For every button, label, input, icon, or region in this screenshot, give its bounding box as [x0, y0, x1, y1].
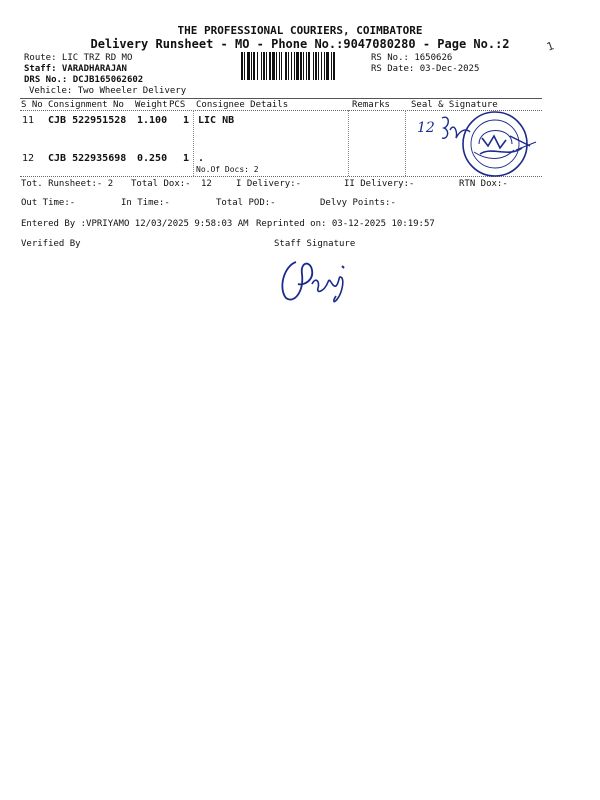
in-time: In Time:-: [121, 198, 170, 208]
barcode-bar: [313, 52, 314, 80]
barcode-bar: [241, 52, 243, 80]
barcode-bar: [257, 52, 258, 80]
col-sep-seal: [405, 110, 406, 176]
staff-signature-label: Staff Signature: [274, 239, 356, 249]
barcode-bar: [318, 52, 319, 80]
col-sep-remarks: [348, 110, 349, 176]
tot-runsheet: Tot. Runsheet:- 2: [21, 179, 114, 189]
row-consignee: .: [198, 153, 205, 164]
rs-number: RS No.: 1650626: [371, 53, 453, 63]
barcode-bar: [276, 52, 277, 80]
col-sno: S No: [21, 100, 43, 110]
col-consignee: Consignee Details: [196, 100, 289, 110]
row-consignment: CJB 522951528: [48, 115, 127, 126]
company-title: THE PROFESSIONAL COURIERS, COIMBATORE: [177, 24, 423, 37]
barcode-bar: [294, 52, 295, 80]
ii-delivery: II Delivery:-: [344, 179, 415, 189]
row-weight: 1.100: [137, 115, 168, 126]
barcode-bar: [315, 52, 317, 80]
drs-number: DRS No.: DCJB165062602: [24, 75, 144, 85]
runsheet-subtitle: Delivery Runsheet - MO - Phone No.:9047080280 - Page No.:2: [90, 37, 510, 51]
barcode-bar: [269, 52, 271, 80]
row-sno: 12: [22, 153, 35, 164]
barcode-bar: [263, 52, 265, 80]
entered-by: Entered By :VPRIYAMO 12/03/2025 9:58:03 AM: [21, 219, 249, 229]
barcode-bar: [285, 52, 287, 80]
barcode-bar: [261, 52, 262, 80]
barcode-bar: [321, 52, 322, 80]
barcode-bar: [291, 52, 292, 80]
barcode-bar: [308, 52, 310, 80]
verified-by: Verified By: [21, 239, 81, 249]
total-dox-value: 12: [201, 179, 212, 189]
row-weight: 0.250: [137, 153, 168, 164]
barcode-bar: [288, 52, 289, 80]
route-text: Route: LIC TRZ RD MO: [24, 53, 133, 63]
barcode-bar: [333, 52, 335, 80]
barcode-bar: [279, 52, 280, 80]
out-time: Out Time:-: [21, 198, 76, 208]
handwritten-row-mark: 12: [417, 120, 435, 136]
row-consignment: CJB 522935698: [48, 153, 127, 164]
barcode-bar: [326, 52, 329, 80]
total-dox-label: Total Dox:-: [131, 179, 191, 189]
col-pcs: PCS: [169, 100, 186, 110]
barcode-bar: [331, 52, 332, 80]
barcode-bar: [251, 52, 252, 80]
staff-text: Staff: VARADHARAJAN: [24, 64, 127, 74]
barcode-bar: [247, 52, 250, 80]
table-top-rule: [20, 98, 542, 99]
col-remarks: Remarks: [352, 100, 390, 110]
row-consignee: LIC NB: [198, 115, 235, 126]
rtn-dox: RTN Dox:-: [459, 179, 508, 189]
row-sno: 11: [22, 115, 35, 126]
barcode-bar: [296, 52, 299, 80]
barcode-bar: [306, 52, 307, 80]
barcode: [241, 52, 367, 80]
row-pcs: 1: [183, 115, 190, 126]
barcode-bar: [272, 52, 275, 80]
rs-date: RS Date: 03-Dec-2025: [371, 64, 480, 74]
row-docs-count: No.Of Docs: 2: [196, 165, 259, 174]
col-consignment: Consignment No: [48, 100, 124, 110]
col-weight: Weight: [135, 100, 168, 110]
reprinted-on: Reprinted on: 03-12-2025 10:19:57: [256, 219, 435, 229]
col-seal-signature: Seal & Signature: [411, 100, 498, 110]
staff-signature-icon: [276, 252, 358, 308]
i-delivery: I Delivery:-: [236, 179, 302, 189]
corner-mark: 1: [544, 39, 556, 54]
company-stamp-icon: [452, 106, 542, 182]
row-pcs: 1: [183, 153, 190, 164]
barcode-bar: [253, 52, 255, 80]
barcode-bar: [281, 52, 282, 80]
col-sep-consignee: [193, 110, 194, 176]
barcode-bar: [244, 52, 245, 80]
barcode-bar: [303, 52, 304, 80]
barcode-bar: [300, 52, 302, 80]
barcode-bar: [266, 52, 267, 80]
barcode-bar: [324, 52, 325, 80]
vehicle-text: Vehicle: Two Wheeler Delivery: [29, 86, 187, 96]
delvy-points: Delvy Points:-: [320, 198, 396, 208]
total-pod: Total POD:-: [216, 198, 276, 208]
